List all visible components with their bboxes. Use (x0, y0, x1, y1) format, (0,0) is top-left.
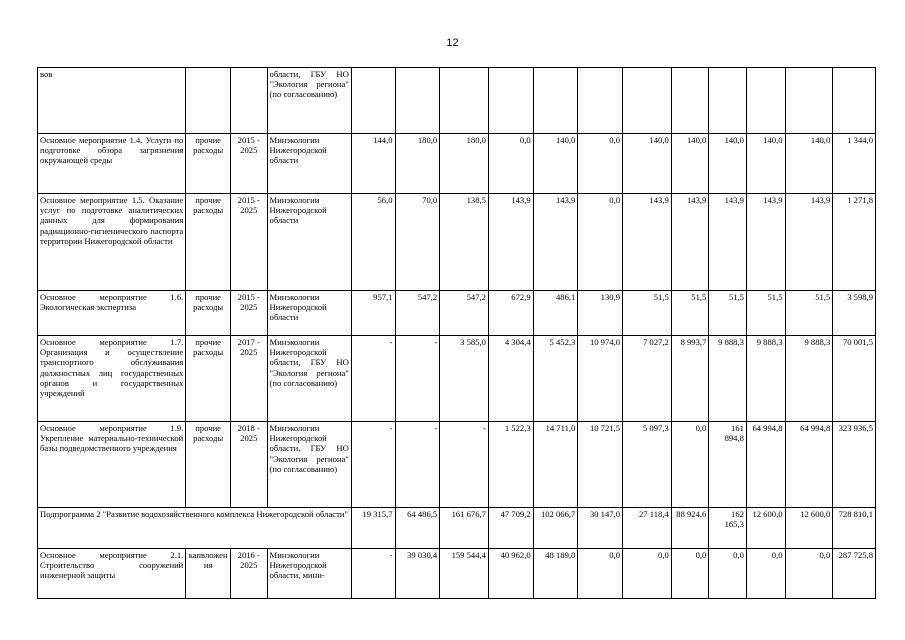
value-cell (671, 68, 709, 134)
measure-name-cell: Основное мероприятие 2.1. Строительство сооружений инженерной защиты (38, 549, 186, 599)
value-cell: 547,2 (440, 291, 489, 336)
period-cell: 2016 - 2025 (230, 549, 267, 599)
table-row (38, 68, 876, 134)
value-cell: 8 993,7 (671, 336, 709, 422)
value-cell: 51,5 (785, 291, 833, 336)
value-cell (709, 68, 747, 134)
expense-type-cell: прочие расходы (186, 336, 231, 422)
value-cell: - (440, 422, 489, 508)
value-cell: 30 147,0 (578, 508, 623, 549)
value-cell: 51,5 (746, 291, 785, 336)
value-cell: 143,9 (671, 194, 709, 291)
value-cell: 130,9 (578, 291, 623, 336)
value-cell: 161 676,7 (440, 508, 489, 549)
period-cell: 2015 - 2025 (230, 291, 267, 336)
value-cell: 9 888,3 (709, 336, 747, 422)
measure-name-cell: Основное мероприятие 1.9. Укрепление материально-технической базы подведомственного учреждения (38, 422, 186, 508)
value-cell (746, 68, 785, 134)
value-cell: 0,0 (488, 134, 533, 194)
expense-type-cell: прочие расходы (186, 194, 231, 291)
value-cell: 48 189,0 (533, 549, 578, 599)
value-cell (623, 68, 672, 134)
value-cell: 140,0 (709, 134, 747, 194)
value-cell (395, 68, 440, 134)
value-cell: 143,9 (746, 194, 785, 291)
measure-name-cell: вов (38, 68, 186, 134)
total-cell: 287 725,8 (833, 549, 876, 599)
value-cell: 70,0 (395, 194, 440, 291)
value-cell: 180,0 (395, 134, 440, 194)
expense-type-cell: капвложения (186, 549, 231, 599)
value-cell: 56,0 (351, 194, 395, 291)
value-cell: 14 711,0 (533, 422, 578, 508)
total-cell: 1 271,8 (833, 194, 876, 291)
table-row (38, 291, 876, 336)
value-cell: 180,0 (440, 134, 489, 194)
total-cell: 1 344,0 (833, 134, 876, 194)
value-cell: - (351, 422, 395, 508)
value-cell: 102 066,7 (533, 508, 578, 549)
value-cell: 64 994,8 (785, 422, 833, 508)
executor-cell: Минэкологии Нижегородской области, мини- (267, 549, 351, 599)
value-cell: 12 600,0 (785, 508, 833, 549)
subprogram-title-cell: Подпрограмма 2 "Развитие водохозяйственного комплекса Нижегородской области" (38, 508, 352, 549)
value-cell: - (395, 336, 440, 422)
value-cell: 9 888,3 (746, 336, 785, 422)
value-cell: 143,9 (709, 194, 747, 291)
total-cell: 323 936,5 (833, 422, 876, 508)
period-cell: 2015 - 2025 (230, 194, 267, 291)
value-cell: 0,0 (671, 422, 709, 508)
value-cell (785, 68, 833, 134)
value-cell: 10 974,0 (578, 336, 623, 422)
value-cell: 143,9 (533, 194, 578, 291)
value-cell: 64 486,5 (395, 508, 440, 549)
value-cell: 159 544,4 (440, 549, 489, 599)
value-cell: 957,1 (351, 291, 395, 336)
value-cell: 547,2 (395, 291, 440, 336)
value-cell: - (395, 422, 440, 508)
value-cell: 140,0 (746, 134, 785, 194)
value-cell: 51,5 (623, 291, 672, 336)
value-cell: 39 030,4 (395, 549, 440, 599)
table-row (38, 549, 876, 599)
executor-cell: Минэкологии Нижегородской области (267, 134, 351, 194)
table-row (38, 194, 876, 291)
executor-cell: области, ГБУ НО "Экология региона" (по согласованию) (267, 68, 351, 134)
value-cell (440, 68, 489, 134)
executor-cell: Минэкологии Нижегородской области, ГБУ НО "Экология региона" (по согласованию) (267, 336, 351, 422)
value-cell: 140,0 (785, 134, 833, 194)
value-cell: 143,9 (785, 194, 833, 291)
value-cell: 10 721,5 (578, 422, 623, 508)
value-cell: 0,0 (623, 549, 672, 599)
table-row (38, 422, 876, 508)
period-cell: 2015 - 2025 (230, 134, 267, 194)
value-cell: 143,9 (623, 194, 672, 291)
value-cell: 0,0 (746, 549, 785, 599)
value-cell: 88 924,6 (671, 508, 709, 549)
value-cell (488, 68, 533, 134)
value-cell: 40 962,0 (488, 549, 533, 599)
value-cell: 51,5 (671, 291, 709, 336)
period-cell: 2017 - 2025 (230, 336, 267, 422)
value-cell: 161 894,8 (709, 422, 747, 508)
value-cell: 672,9 (488, 291, 533, 336)
measure-name-cell: Основное мероприятие 1.7. Организация и осуществление транспортного обслуживания должностных лиц государственных органов и государственных учреждений (38, 336, 186, 422)
value-cell: 138,5 (440, 194, 489, 291)
value-cell (351, 68, 395, 134)
measure-name-cell: Основное мероприятие 1.4. Услуги по подготовке обзора загрязнения окружающей среды (38, 134, 186, 194)
total-cell: 3 598,9 (833, 291, 876, 336)
value-cell: 19 315,7 (351, 508, 395, 549)
value-cell: 64 994,8 (746, 422, 785, 508)
value-cell: - (351, 336, 395, 422)
value-cell: 47 709,2 (488, 508, 533, 549)
value-cell: 144,0 (351, 134, 395, 194)
page-number: 12 (446, 37, 459, 49)
value-cell: 140,0 (623, 134, 672, 194)
executor-cell: Минэкологии Нижегородской области, ГБУ НО "Экология региона" (по согласованию) (267, 422, 351, 508)
expense-type-cell: прочие расходы (186, 134, 231, 194)
value-cell: 140,0 (671, 134, 709, 194)
period-cell (230, 68, 267, 134)
value-cell: 486,1 (533, 291, 578, 336)
value-cell: 12 600,0 (746, 508, 785, 549)
executor-cell: Минэкологии Нижегородской области (267, 194, 351, 291)
value-cell: 5 097,3 (623, 422, 672, 508)
value-cell: 7 027,2 (623, 336, 672, 422)
budget-table (37, 67, 876, 599)
value-cell: 0,0 (578, 194, 623, 291)
measure-name-cell: Основное мероприятие 1.6. Экологическая экспертиза (38, 291, 186, 336)
value-cell: 0,0 (578, 134, 623, 194)
expense-type-cell: прочие расходы (186, 422, 231, 508)
value-cell: - (351, 549, 395, 599)
measure-name-cell: Основное мероприятие 1.5. Оказание услуг по подготовке аналитических данных для формирования радиационно-гигиенического паспорта территории Нижегородской области (38, 194, 186, 291)
value-cell: 162 165,3 (709, 508, 747, 549)
value-cell: 0,0 (785, 549, 833, 599)
value-cell: 143,9 (488, 194, 533, 291)
value-cell: 51,5 (709, 291, 747, 336)
value-cell: 0,0 (578, 549, 623, 599)
value-cell: 27 118,4 (623, 508, 672, 549)
expense-type-cell (186, 68, 231, 134)
value-cell: 0,0 (671, 549, 709, 599)
total-cell: 728 810,1 (833, 508, 876, 549)
value-cell: 5 452,3 (533, 336, 578, 422)
expense-type-cell: прочие расходы (186, 291, 231, 336)
value-cell: 9 888,3 (785, 336, 833, 422)
value-cell: 140,0 (533, 134, 578, 194)
table-row (38, 508, 876, 549)
value-cell: 1 522,3 (488, 422, 533, 508)
value-cell: 3 585,0 (440, 336, 489, 422)
total-cell (833, 68, 876, 134)
value-cell (578, 68, 623, 134)
value-cell: 4 304,4 (488, 336, 533, 422)
total-cell: 70 001,5 (833, 336, 876, 422)
value-cell (533, 68, 578, 134)
table-row (38, 336, 876, 422)
period-cell: 2018 - 2025 (230, 422, 267, 508)
value-cell: 0,0 (709, 549, 747, 599)
executor-cell: Минэкологии Нижегородской области (267, 291, 351, 336)
table-row (38, 134, 876, 194)
